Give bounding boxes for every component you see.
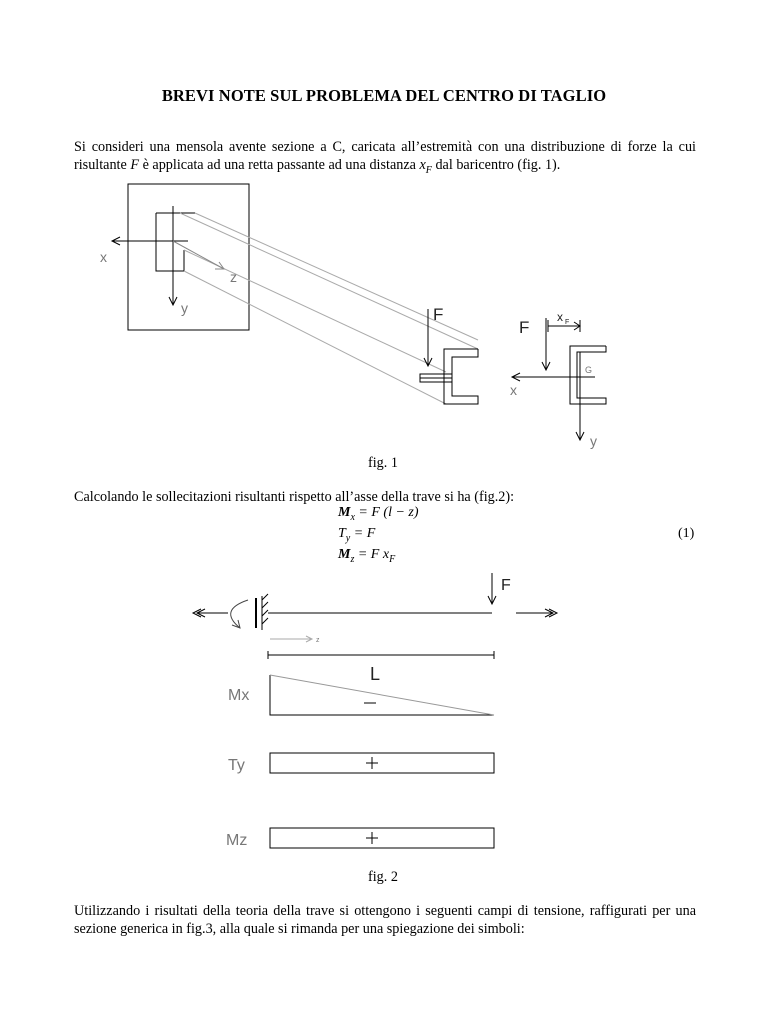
label-Ty: Ty <box>228 757 245 774</box>
label-x-root: x <box>100 249 107 265</box>
label-x-section: x <box>510 382 517 398</box>
intro-text-b: è applicata ad una retta passante ad una distanza <box>139 157 420 173</box>
label-y-root: y <box>181 300 188 316</box>
label-z-fig2: z <box>316 637 320 644</box>
label-L: L <box>370 664 381 684</box>
label-F-beam: F <box>433 305 444 324</box>
equation-Mx: $M_x = F$ (l − z) <box>338 505 419 523</box>
intro-text-a: Si consideri una mensola avente sezione a C, caricata all’estremità con una distribuzione di forze la cui risultante <box>74 139 696 173</box>
paragraph-stress-resultants: Calcolando le sollecitazioni risultanti rispetto all’asse della trave si ha (fig.2): <box>74 489 515 505</box>
label-xF: x <box>557 310 563 324</box>
label-F-section: F <box>519 318 530 337</box>
equation-number: (1) <box>678 526 695 541</box>
label-z: z <box>230 269 237 285</box>
label-G: G <box>585 365 593 375</box>
label-F-fig2: F <box>501 577 511 594</box>
page-title: BREVI NOTE SUL PROBLEMA DEL CENTRO DI TAGLIO <box>161 86 607 105</box>
figure-1-caption: fig. 1 <box>368 455 398 471</box>
label-xF-sub: F <box>565 319 570 326</box>
equation-Mz: $M_z = F$ $x_F$ <box>338 547 396 565</box>
intro-text-c: dal baricentro (fig. 1). <box>431 157 561 173</box>
figure-2-caption: fig. 2 <box>368 869 398 885</box>
ty-diagram-box <box>270 753 494 773</box>
label-Mx: Mx <box>228 687 250 704</box>
mz-diagram-box <box>270 828 494 848</box>
label-y-section: y <box>590 433 597 449</box>
symbol-xF: $x_F$ <box>419 157 432 176</box>
equation-Ty: $T_y = F$ <box>338 526 376 544</box>
label-Mz: Mz <box>226 832 248 849</box>
symbol-F: F <box>130 157 140 173</box>
paragraph-stress-fields: Utilizzando i risultati della teoria della trave si ottengono i seguenti campi di tensione, raffigurati per una sezione generica in fig.3, alla quale si rimanda per una spiegazione dei simboli: <box>74 903 696 937</box>
